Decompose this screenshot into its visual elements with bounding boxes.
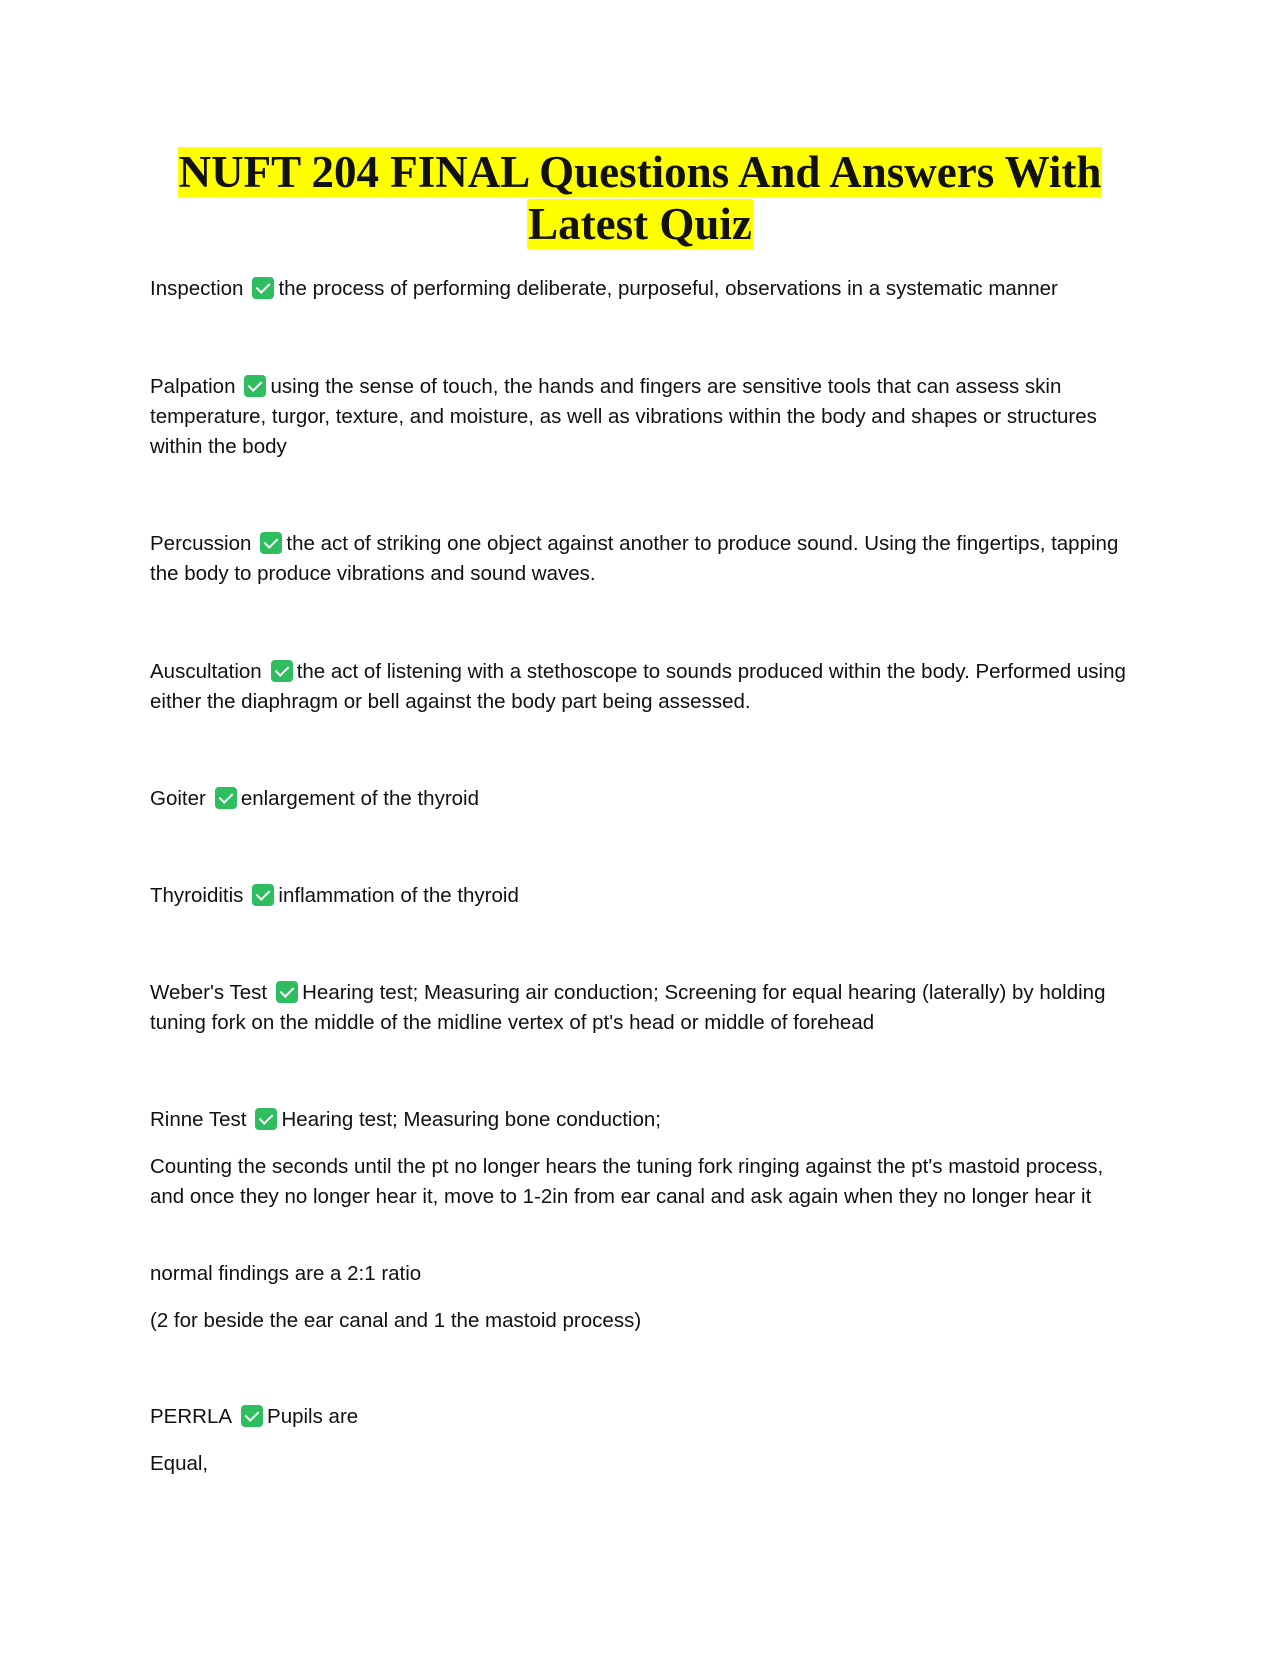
entry-definition: using the sense of touch, the hands and fingers are sensitive tools that can assess skin temperature, turgor, texture, and moisture, as well as vibrations within the body and shapes or structures within the body: [150, 375, 1097, 458]
entry-term: Percussion: [150, 532, 252, 555]
entry-term: Palpation: [150, 375, 236, 398]
rinne-test-detail: Counting the seconds until the pt no longer hears the tuning fork ringing against the pt's mastoid process, and once they no longer hear it, move to 1-2in from ear canal and ask again when they no longer hear it: [150, 1155, 1104, 1208]
entry-term: PERRLA: [150, 1405, 233, 1428]
entry-definition: Hearing test; Measuring air conduction; Screening for equal hearing (laterally) by holding tuning fork on the middle of the midline vertex of pt's head or middle of forehead: [150, 981, 1106, 1034]
entry-term: Rinne Test: [150, 1108, 247, 1131]
qa-entry-webers-test: [150, 978, 1130, 1038]
entry-term: Inspection: [150, 277, 244, 300]
qa-entry-inspection: [150, 274, 1130, 304]
check-mark-icon: [276, 981, 298, 1003]
check-mark-icon: [252, 884, 274, 906]
check-mark-icon: [215, 787, 237, 809]
check-mark-icon: [241, 1405, 263, 1427]
entry-definition: inflammation of the thyroid: [278, 884, 519, 907]
perrla-detail: Equal,: [150, 1452, 209, 1475]
entry-definition: the act of listening with a stethoscope to sounds produced within the body. Performed using either the diaphragm or bell against the body part being assessed.: [150, 660, 1126, 713]
entry-definition: Pupils are: [267, 1405, 359, 1428]
entry-term: Auscultation: [150, 660, 262, 683]
entry-definition: the act of striking one object against another to produce sound. Using the fingertips, tapping the body to produce vibrations and sound waves.: [150, 532, 1119, 585]
rinne-test-normal-findings: normal findings are a 2:1 ratio: [150, 1262, 422, 1285]
check-mark-icon: [271, 660, 293, 682]
qa-entry-thyroiditis: [150, 881, 1130, 911]
entry-term: Weber's Test: [150, 981, 268, 1004]
rinne-test-ratio-note: (2 for beside the ear canal and 1 the mastoid process): [150, 1309, 642, 1332]
check-mark-icon: [244, 375, 266, 397]
entry-term: Goiter: [150, 787, 206, 810]
qa-entry-palpation: [150, 372, 1130, 462]
title-line-1: NUFT 204 FINAL Questions And Answers With: [178, 147, 1102, 197]
entry-definition: the process of performing deliberate, purposeful, observations in a systematic manner: [278, 277, 1058, 300]
qa-entry-rinne-test: [150, 1105, 1130, 1135]
entry-definition: enlargement of the thyroid: [240, 787, 480, 810]
check-mark-icon: [255, 1108, 277, 1130]
qa-entry-auscultation: [150, 657, 1130, 717]
check-mark-icon: [252, 277, 274, 299]
check-mark-icon: [260, 532, 282, 554]
entry-term: Thyroiditis: [150, 884, 244, 907]
qa-entry-percussion: [150, 529, 1130, 589]
qa-entry-goiter: [150, 784, 1130, 814]
qa-entry-perrla: [150, 1402, 1130, 1432]
title-line-2: Latest Quiz: [528, 199, 752, 249]
document-title: [150, 146, 1130, 250]
entry-definition: Hearing test; Measuring bone conduction;: [281, 1108, 661, 1131]
